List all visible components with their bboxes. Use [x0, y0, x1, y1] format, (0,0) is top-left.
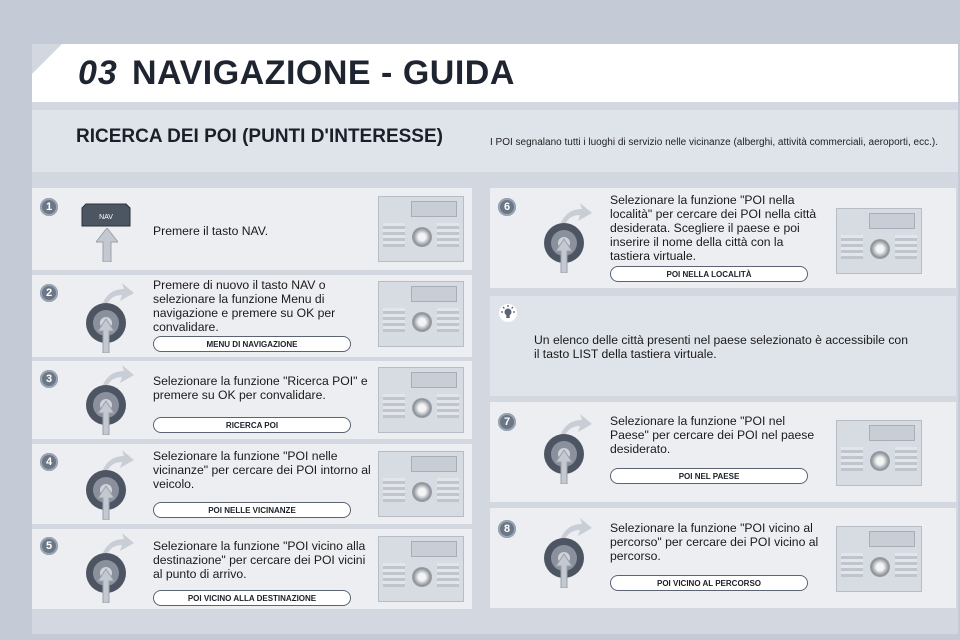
- radio-dashboard-4: [378, 451, 464, 517]
- rotary-knob-icon: [536, 203, 592, 278]
- tip-text: Un elenco delle città presenti nel paese selezionato è accessibile con il tasto LIST della tastiera virtuale.: [534, 333, 908, 361]
- section-title: RICERCA DEI POI (PUNTI D'INTERESSE): [76, 126, 443, 147]
- menu-label-6: POI NELLA LOCALITÀ: [610, 266, 808, 282]
- menu-label-7: POI NEL PAESE: [610, 468, 808, 484]
- radio-dashboard-8: [836, 526, 922, 592]
- menu-label-2: MENU DI NAVIGAZIONE: [153, 336, 351, 352]
- lightbulb-icon: [498, 303, 518, 328]
- page-title: NAVIGAZIONE - GUIDA: [132, 54, 515, 92]
- rotary-knob-icon: [78, 533, 134, 608]
- step-badge-7: 7: [498, 413, 516, 431]
- step-text-4: Selezionare la funzione "POI nelle vicinanze" per cercare dei POI intorno al veicolo.: [153, 449, 371, 491]
- menu-label-4: POI NELLE VICINANZE: [153, 502, 351, 518]
- radio-dashboard-2: [378, 281, 464, 347]
- step-badge-1: 1: [40, 198, 58, 216]
- press-arrow-icon: [96, 228, 118, 267]
- step-badge-8: 8: [498, 520, 516, 538]
- radio-dashboard-3: [378, 367, 464, 433]
- step-text-1: Premere il tasto NAV.: [153, 224, 269, 238]
- step-badge-5: 5: [40, 537, 58, 555]
- radio-dashboard-7: [836, 420, 922, 486]
- menu-label-8: POI VICINO AL PERCORSO: [610, 575, 808, 591]
- rotary-knob-icon: [78, 283, 134, 358]
- step-text-8: Selezionare la funzione "POI vicino al percorso" per cercare dei POI vicino al percorso.: [610, 521, 819, 563]
- radio-dashboard-6: [836, 208, 922, 274]
- step-badge-6: 6: [498, 198, 516, 216]
- step-text-5: Selezionare la funzione "POI vicino alla destinazione" per cercare dei POI vicini al punto di arrivo.: [153, 539, 366, 581]
- rotary-knob-icon: [536, 518, 592, 593]
- step-text-2: Premere di nuovo il tasto NAV o selezionare la funzione Menu di navigazione e premere su OK per convalidare.: [153, 278, 336, 334]
- rotary-knob-icon: [536, 414, 592, 489]
- step-badge-3: 3: [40, 370, 58, 388]
- step-badge-2: 2: [40, 284, 58, 302]
- chapter-number: 03: [78, 54, 118, 92]
- nav-key-label: NAV: [99, 214, 113, 221]
- step-badge-4: 4: [40, 453, 58, 471]
- section-intro: I POI segnalano tutti i luoghi di servizio nelle vicinanze (alberghi, attività commerciali, aeroporti, ecc.).: [490, 137, 938, 148]
- rotary-knob-icon: [78, 365, 134, 440]
- menu-label-3: RICERCA POI: [153, 417, 351, 433]
- radio-dashboard-1: [378, 196, 464, 262]
- ok-knob-icon: [412, 227, 432, 247]
- menu-label-5: POI VICINO ALLA DESTINAZIONE: [153, 590, 351, 606]
- radio-dashboard-5: [378, 536, 464, 602]
- step-text-7: Selezionare la funzione "POI nel Paese" per cercare dei POI nel paese desiderato.: [610, 414, 815, 456]
- step-text-3: Selezionare la funzione "Ricerca POI" e premere su OK per convalidare.: [153, 374, 368, 402]
- step-text-6: Selezionare la funzione "POI nella località" per cercare dei POI nella città desiderata. Scegliere il paese e poi inserire il nome della città con la tastiera virtuale.: [610, 193, 817, 263]
- rotary-knob-icon: [78, 450, 134, 525]
